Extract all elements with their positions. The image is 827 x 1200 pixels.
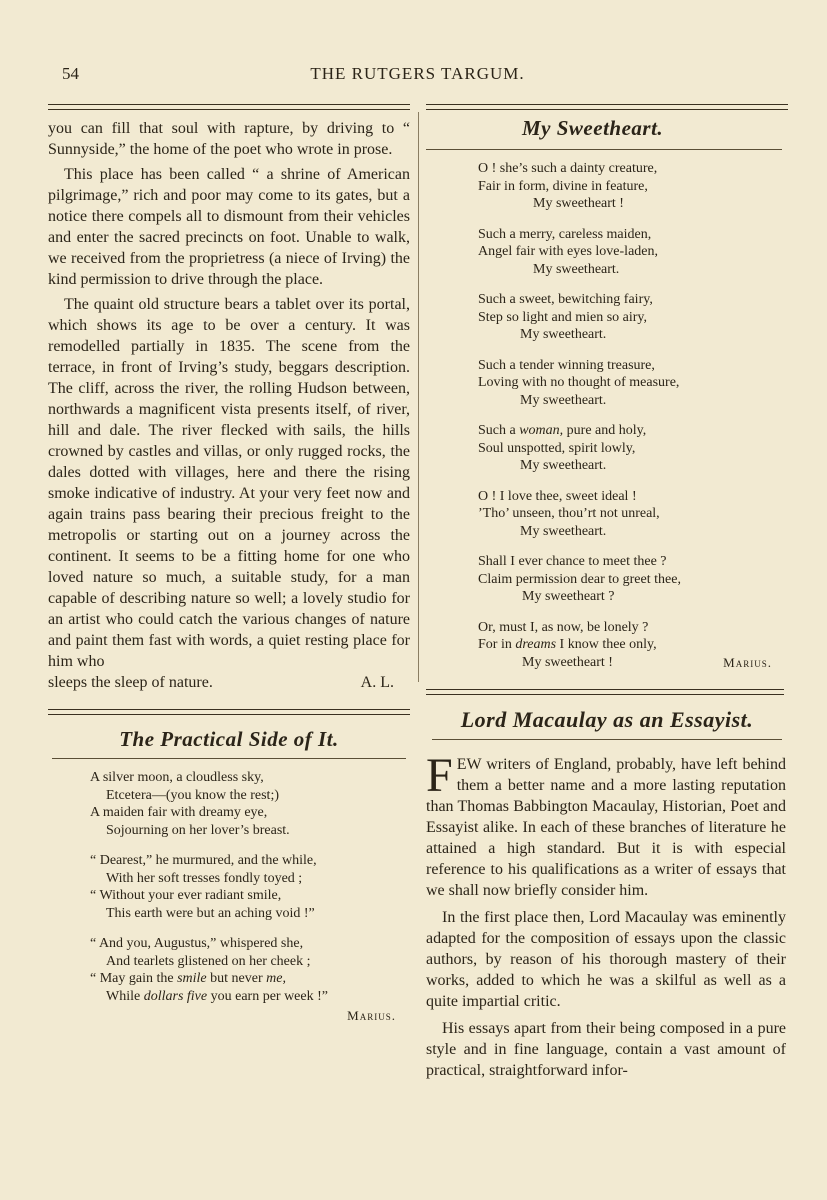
poem-line: ’Tho’ unseen, thou’rt not unreal, bbox=[478, 506, 660, 521]
poem-line: “ Without your ever radiant smile, bbox=[90, 888, 282, 903]
poem-line: Step so light and mien so airy, bbox=[478, 309, 648, 325]
poem-line: Etcetera—(you know the rest;) bbox=[106, 787, 279, 803]
sunnyside-article bbox=[48, 118, 410, 693]
poem-stanza bbox=[478, 226, 788, 279]
article-paragraph: The quaint old structure bears a tablet over its portal, which shows its age to be over a century. It was remodelled partially in 1835. The scene from the terrace, in front of Irving’s study, beggars description. The cliff, across the river, the rolling Hudson between, northwards a magnificent vista presents itself, of river, hill and dale. The river flecked with sails, the hills crowned by castles and villas, or only rugged rocks, the dales dotted with villages, here and there the rising smoke indicative of industry. At your very feet now and again trains pass bearing their precious freight to the metropolis or starting out on a journey across the continent. It seems to be a fitting home for one who loved nature so much, a suitable study, for a man capable of describing nature so well; a lovely studio for an artist who could catch the various changes of nature and paint them fast with words, a quiet resting place for him who bbox=[48, 296, 410, 670]
poem-line: My sweetheart. bbox=[520, 458, 607, 473]
essay-paragraph-text: EW writers of England, probably, have left behind them a better name and a more lasting reputation than Thomas Babbington Macaulay, Historian, Poet and Essayist alike. In each of these branches of literature he attained a high standard. But it is with especial reference to his qualifications as a writer of essays that we shall now briefly consider him. bbox=[426, 756, 786, 899]
poem-text: you earn per week !” bbox=[210, 988, 328, 1004]
journal-title: THE RUTGERS TARGUM. bbox=[310, 64, 525, 83]
macaulay-essay bbox=[426, 749, 786, 1081]
poem-line: My sweetheart. bbox=[520, 523, 607, 539]
poem-stanza bbox=[478, 291, 788, 344]
poem-signature-line bbox=[90, 1007, 410, 1026]
poem-line: Fair in form, divine in feature, bbox=[478, 178, 648, 194]
poem-line bbox=[90, 970, 410, 988]
article-closing-text: sleeps the sleep of nature. bbox=[48, 674, 213, 691]
poem-line bbox=[478, 636, 788, 654]
poem-line: “ Dearest,” he murmured, and the while, bbox=[90, 853, 317, 868]
poem-stanza bbox=[478, 160, 788, 213]
section-rule bbox=[426, 689, 784, 695]
essay-title: Lord Macaulay as an Essayist. bbox=[460, 707, 754, 732]
poem-line: Shall I ever chance to meet thee ? bbox=[478, 554, 667, 569]
poem-line: Claim permission dear to greet thee, bbox=[478, 571, 681, 587]
poem-emphasis: dollars five bbox=[143, 988, 208, 1004]
article-paragraph: This place has been called “ a shrine of American pilgrimage,” rich and poor may come to its gates, but a notice there compels all to dismount from their vehicles and enter the sacred precincts on foot. Unable to walk, we received from the proprietress (a niece of Irving) the kind permission to drive through the place. bbox=[48, 166, 410, 288]
poem-line: My sweetheart ! bbox=[522, 654, 613, 670]
poem-text: but never bbox=[210, 971, 263, 986]
poem-line: With her soft tresses fondly toyed ; bbox=[106, 870, 303, 886]
poem-line: My sweetheart ? bbox=[522, 589, 615, 604]
poem-line: Sojourning on her lover’s breast. bbox=[106, 822, 290, 838]
poem-emphasis: dreams bbox=[515, 637, 557, 652]
poem-emphasis: me, bbox=[266, 971, 286, 986]
title-rule bbox=[52, 758, 406, 759]
poem-text: Such a bbox=[478, 423, 516, 438]
poem-stanza bbox=[478, 357, 788, 410]
my-sweetheart-poem bbox=[426, 160, 788, 671]
poem-line: My sweetheart. bbox=[520, 327, 607, 342]
right-column bbox=[426, 116, 788, 1081]
poem-stanza bbox=[90, 935, 410, 1005]
essay-paragraph bbox=[426, 749, 786, 901]
poem-line: My sweetheart. bbox=[520, 392, 607, 408]
drop-cap: F bbox=[426, 749, 453, 802]
poem-line: “ And you, Augustus,” whispered she, bbox=[90, 936, 304, 951]
essay-paragraph: His essays apart from their being composed in a pure style and in fine language, contain a vast amount of practical, straightforward infor- bbox=[426, 1020, 786, 1079]
poem-signature: Marius. bbox=[347, 1008, 396, 1023]
poem-signature: Marius. bbox=[723, 654, 772, 670]
poem-stanza bbox=[90, 769, 410, 839]
poem-title: My Sweetheart. bbox=[522, 116, 664, 140]
poem-last-line bbox=[478, 654, 788, 672]
poem-stanza bbox=[90, 852, 410, 922]
poem-line: Angel fair with eyes love-laden, bbox=[478, 244, 658, 259]
poem-line: A maiden fair with dreamy eye, bbox=[90, 805, 268, 820]
poem-stanza bbox=[478, 619, 788, 672]
poem-line: Loving with no thought of measure, bbox=[478, 375, 680, 390]
poem-line: Soul unspotted, spirit lowly, bbox=[478, 440, 636, 456]
poem-line: This earth were but an aching void !” bbox=[106, 905, 315, 921]
poem-line: A silver moon, a cloudless sky, bbox=[90, 770, 264, 785]
title-rule bbox=[426, 149, 782, 150]
poem-line: Such a tender winning treasure, bbox=[478, 357, 655, 373]
page-number: 54 bbox=[62, 64, 79, 83]
practical-side-poem bbox=[48, 769, 410, 1026]
essay-paragraph: In the first place then, Lord Macaulay was eminently adapted for the composition of essays upon the classic authors, by reason of his thorough mastery of their works, added to which he was a skilful as well as a quite impartial critic. bbox=[426, 909, 786, 1010]
poem-line: My sweetheart ! bbox=[533, 196, 624, 211]
column-divider bbox=[418, 112, 419, 682]
poem-text: I know thee only, bbox=[559, 637, 657, 652]
page-header bbox=[48, 62, 787, 88]
poem-emphasis: woman, bbox=[519, 423, 564, 438]
left-column bbox=[48, 118, 410, 1026]
poem-text: “ May gain the bbox=[90, 971, 174, 986]
poem-emphasis: smile bbox=[177, 971, 207, 986]
poem-line: And tearlets glistened on her cheek ; bbox=[106, 953, 311, 969]
poem-line bbox=[90, 988, 410, 1006]
header-rule-left bbox=[48, 104, 410, 110]
poem-text: For in bbox=[478, 637, 512, 652]
poem-line: O ! I love thee, sweet ideal ! bbox=[478, 488, 637, 504]
section-rule bbox=[48, 709, 410, 715]
poem-line: Such a sweet, bewitching fairy, bbox=[478, 292, 653, 307]
poem-line bbox=[478, 422, 788, 440]
poem-line: My sweetheart. bbox=[533, 261, 620, 277]
article-signature: A. L. bbox=[360, 674, 394, 691]
poem-title: The Practical Side of It. bbox=[119, 727, 339, 751]
poem-text: While bbox=[106, 988, 141, 1004]
article-closing-line bbox=[48, 672, 410, 693]
title-rule bbox=[432, 739, 782, 740]
header-rule-right bbox=[426, 104, 788, 110]
article-paragraph: you can fill that soul with rapture, by driving to “ Sunnyside,” the home of the poet who wrote in prose. bbox=[48, 120, 410, 158]
poem-line: O ! she’s such a dainty creature, bbox=[478, 161, 658, 176]
poem-line: Such a merry, careless maiden, bbox=[478, 226, 652, 242]
poem-stanza bbox=[478, 488, 788, 541]
poem-text: pure and holy, bbox=[566, 423, 647, 438]
poem-line: Or, must I, as now, be lonely ? bbox=[478, 619, 649, 635]
poem-stanza bbox=[478, 553, 788, 606]
poem-stanza bbox=[478, 422, 788, 475]
